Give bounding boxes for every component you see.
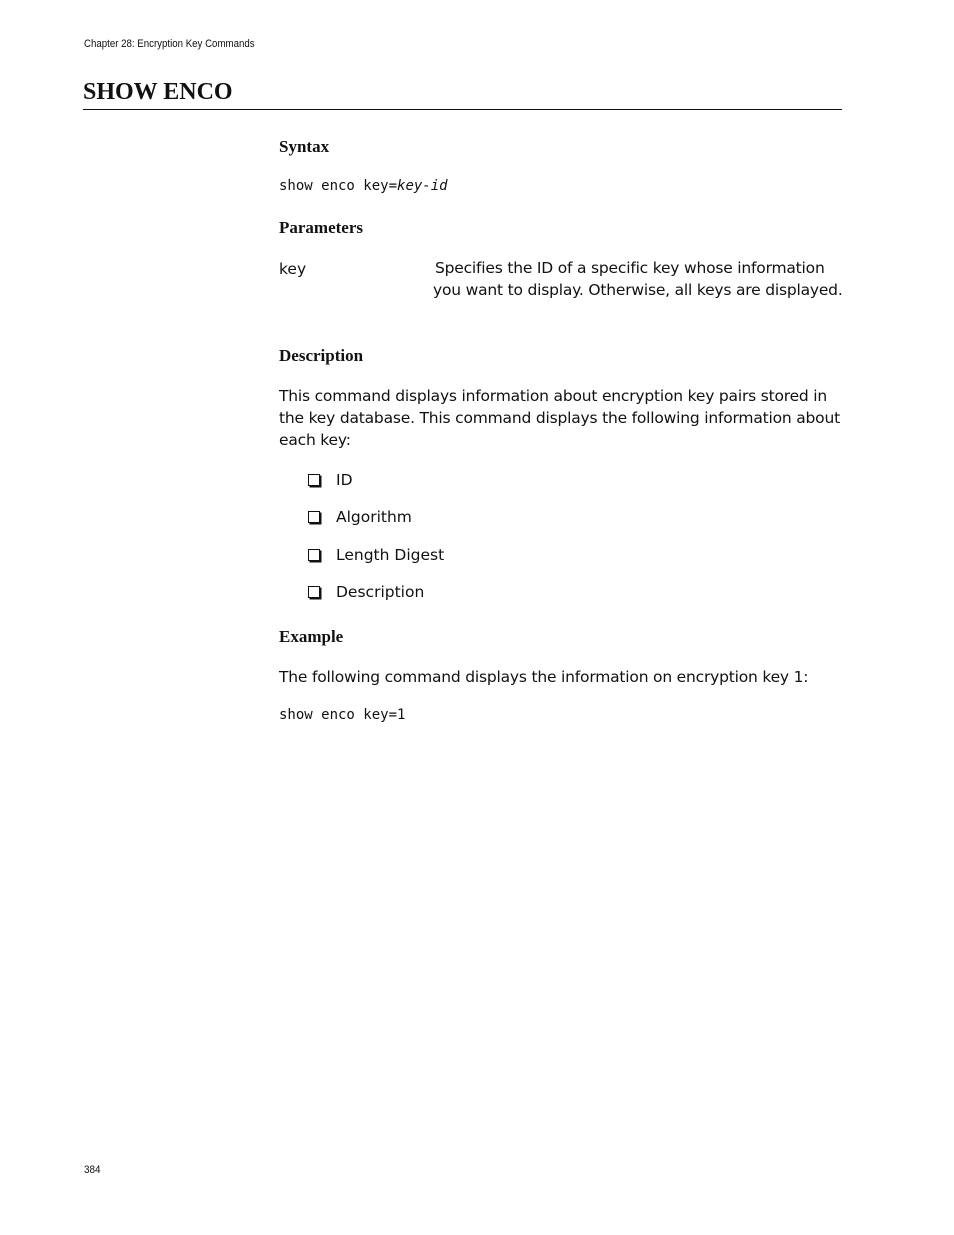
list-item-label: Description	[336, 582, 425, 601]
example-command: show enco key=1	[279, 707, 406, 723]
section-title: SHOW ENCO	[83, 79, 233, 105]
checkbox-square-icon	[308, 586, 320, 598]
syntax-argument: key-id	[397, 178, 448, 194]
list-item	[307, 544, 444, 566]
parameter-description-key: Specifies the ID of a specific key whose information you want to display. Otherwise, all keys are displayed.	[433, 259, 843, 299]
key-info-list	[307, 469, 444, 618]
checkbox-square-icon	[308, 474, 320, 486]
example-text: The following command displays the information on encryption key 1:	[279, 668, 809, 686]
checkbox-square-icon	[308, 511, 320, 523]
parameters-heading: Parameters	[279, 218, 364, 237]
list-item-label: Algorithm	[336, 508, 412, 527]
page-number: 384	[84, 1164, 101, 1176]
syntax-heading: Syntax	[279, 137, 330, 156]
example-heading: Example	[279, 627, 344, 646]
description-heading: Description	[279, 346, 364, 365]
syntax-command	[279, 176, 448, 196]
running-header: Chapter 28: Encryption Key Commands	[84, 38, 255, 50]
syntax-command-text: show enco key=	[279, 178, 398, 194]
checkbox-square-icon	[308, 549, 320, 561]
list-item-label: ID	[336, 471, 353, 489]
parameter-name-key: key	[279, 260, 307, 278]
title-divider	[83, 109, 842, 110]
list-item	[307, 469, 444, 491]
list-item-label: Length Digest	[336, 545, 445, 564]
list-item	[307, 506, 444, 528]
list-item	[307, 581, 444, 603]
description-text: This command displays information about encryption key pairs stored in the key database. This command displays the following information about each key:	[279, 387, 840, 449]
